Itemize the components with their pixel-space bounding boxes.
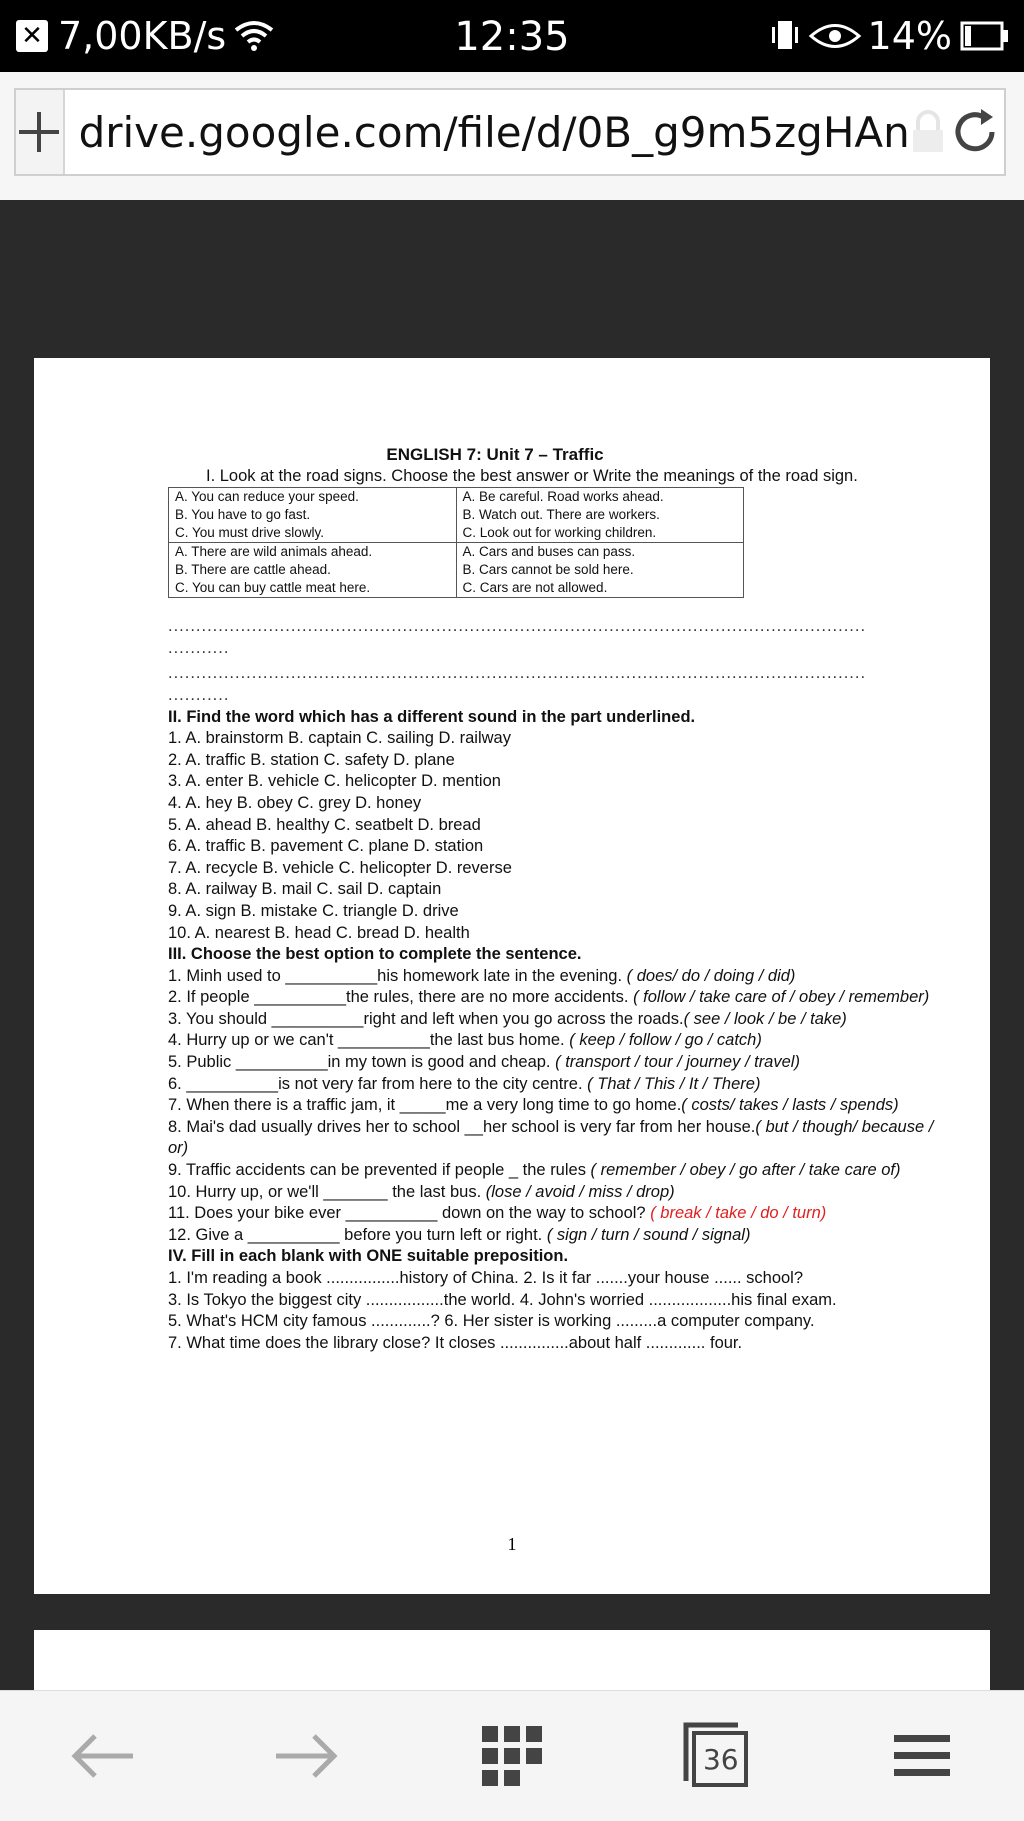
list-item: 5. A. ahead B. healthy C. seatbelt D. bread	[168, 815, 481, 834]
list-item: 5. Public __________in my town is good and cheap. ( transport / tour / journey / travel)	[168, 1053, 800, 1072]
list-item: 7. When there is a traffic jam, it _____me a very long time to go home.( costs/ takes / lasts / spends)	[168, 1096, 899, 1115]
network-speed: 7,00KB/s	[58, 14, 227, 58]
answer-line: .............................................................................................................................	[168, 664, 867, 683]
bottom-navigation	[0, 1690, 1024, 1821]
list-item: 6. A. traffic B. pavement C. plane D. station	[168, 837, 484, 856]
browser-toolbar	[0, 72, 1024, 201]
list-item: 12. Give a __________ before you turn left or right. ( sign / turn / sound / signal)	[168, 1225, 751, 1244]
table-cell: A. You can reduce your speed. B. You have to go fast. C. You must drive slowly.	[169, 488, 457, 543]
battery-icon	[960, 20, 1010, 52]
list-item: 10. A. nearest B. head C. bread D. health	[168, 923, 470, 942]
apps-grid-button[interactable]	[442, 1701, 582, 1811]
vibrate-icon	[768, 19, 802, 53]
eye-icon	[808, 21, 862, 51]
list-item: 4. A. hey B. obey C. grey D. honey	[168, 793, 422, 812]
list-item: 8. Mai's dad usually drives her to school __her school is very far from her house.( but / though/ because / or)	[168, 1117, 934, 1158]
section-2-list	[168, 728, 958, 944]
list-item: 2. If people __________the rules, there are no more accidents. ( follow / take care of / obey / remember)	[168, 988, 930, 1007]
list-item: 1. I'm reading a book ................history of China. 2. Is it far .......your house ...... school?	[168, 1269, 804, 1287]
tabs-button[interactable]	[647, 1701, 787, 1811]
list-item: 8. A. railway B. mail C. sail D. captain	[168, 880, 442, 899]
list-item: 9. Traffic accidents can be prevented if people _ the rules ( remember / obey / go after / take care of)	[168, 1161, 901, 1180]
new-tab-button[interactable]	[16, 90, 65, 174]
reload-icon	[948, 105, 1002, 159]
section-3-list	[168, 966, 958, 1247]
forward-button[interactable]	[237, 1701, 377, 1811]
answer-line: ...........	[168, 685, 230, 704]
address-bar[interactable]	[14, 88, 1006, 176]
list-item: 3. Is Tokyo the biggest city .................the world. 4. John's worried ..................his final exam.	[168, 1290, 837, 1309]
forward-arrow-icon	[272, 1731, 342, 1781]
table-cell: A. Be careful. Road works ahead. B. Watch out. There are workers. C. Look out for working children.	[456, 488, 744, 543]
table-cell: A. Cars and buses can pass. B. Cars cannot be sold here. C. Cars are not allowed.	[456, 543, 744, 598]
list-item: 9. A. sign B. mistake C. triangle D. drive	[168, 901, 459, 920]
battery-percent: 14%	[867, 14, 952, 58]
list-item: 6. __________is not very far from here to the city centre. ( That / This / It / There)	[168, 1074, 761, 1093]
section-3-heading: III. Choose the best option to complete the sentence.	[168, 945, 582, 964]
section-4-list	[168, 1268, 958, 1354]
list-item: 2. A. traffic B. station C. safety D. plane	[168, 750, 455, 769]
pdf-viewer[interactable]	[0, 200, 1024, 1690]
table-row	[169, 543, 744, 598]
reload-button[interactable]	[946, 105, 1004, 159]
road-sign-table	[168, 487, 744, 598]
tab-count: 36	[702, 1742, 739, 1776]
list-item: 5. What's HCM city famous .............? 6. Her sister is working .........a computer company.	[168, 1312, 815, 1331]
list-item: 1. Minh used to __________his homework late in the evening. ( does/ do / doing / did)	[168, 966, 796, 985]
url-text[interactable]: drive.google.com/file/d/0B_g9m5zgHAn	[78, 107, 910, 157]
lock-icon	[910, 110, 946, 154]
document-page	[34, 358, 990, 1594]
menu-button[interactable]	[852, 1701, 992, 1811]
section-1-heading: I. Look at the road signs. Choose the best answer or Write the meanings of the road sign.	[206, 466, 858, 485]
close-notification-icon: ✕	[16, 20, 48, 52]
list-item: 7. What time does the library close? It closes ...............about half ............. four.	[168, 1333, 743, 1352]
list-item: 11. Does your bike ever __________ down on the way to school? ( break / take / do / turn)	[168, 1204, 827, 1223]
list-item: 1. A. brainstorm B. captain C. sailing D. railway	[168, 729, 511, 748]
table-cell: A. There are wild animals ahead. B. There are cattle ahead. C. You can buy cattle meat here.	[169, 543, 457, 598]
back-button[interactable]	[32, 1701, 172, 1811]
page-number: 1	[507, 1534, 517, 1554]
clock: 12:35	[454, 14, 570, 60]
list-item: 4. Hurry up or we can't __________the last bus home. ( keep / follow / go / catch)	[168, 1031, 762, 1050]
document-title: ENGLISH 7: Unit 7 – Traffic	[386, 445, 604, 464]
answer-line: .............................................................................................................................	[168, 617, 867, 636]
list-item: 3. A. enter B. vehicle C. helicopter D. mention	[168, 772, 501, 791]
section-2-heading: II. Find the word which has a different sound in the part underlined.	[168, 707, 696, 726]
answer-line: ...........	[168, 638, 230, 657]
status-bar	[0, 0, 1024, 72]
document-content	[168, 444, 958, 1354]
list-item: 10. Hurry up, or we'll _______ the last bus. (lose / avoid / miss / drop)	[168, 1182, 675, 1201]
list-item: 3. You should __________right and left when you go across the roads.( see / look / be / take)	[168, 1009, 847, 1028]
table-row	[169, 488, 744, 543]
list-item: 7. A. recycle B. vehicle C. helicopter D. reverse	[168, 858, 512, 877]
menu-icon	[892, 1731, 952, 1781]
grid-icon	[480, 1724, 544, 1788]
plus-icon	[17, 110, 61, 154]
back-arrow-icon	[67, 1731, 137, 1781]
section-4-heading: IV. Fill in each blank with ONE suitable preposition.	[168, 1247, 569, 1266]
